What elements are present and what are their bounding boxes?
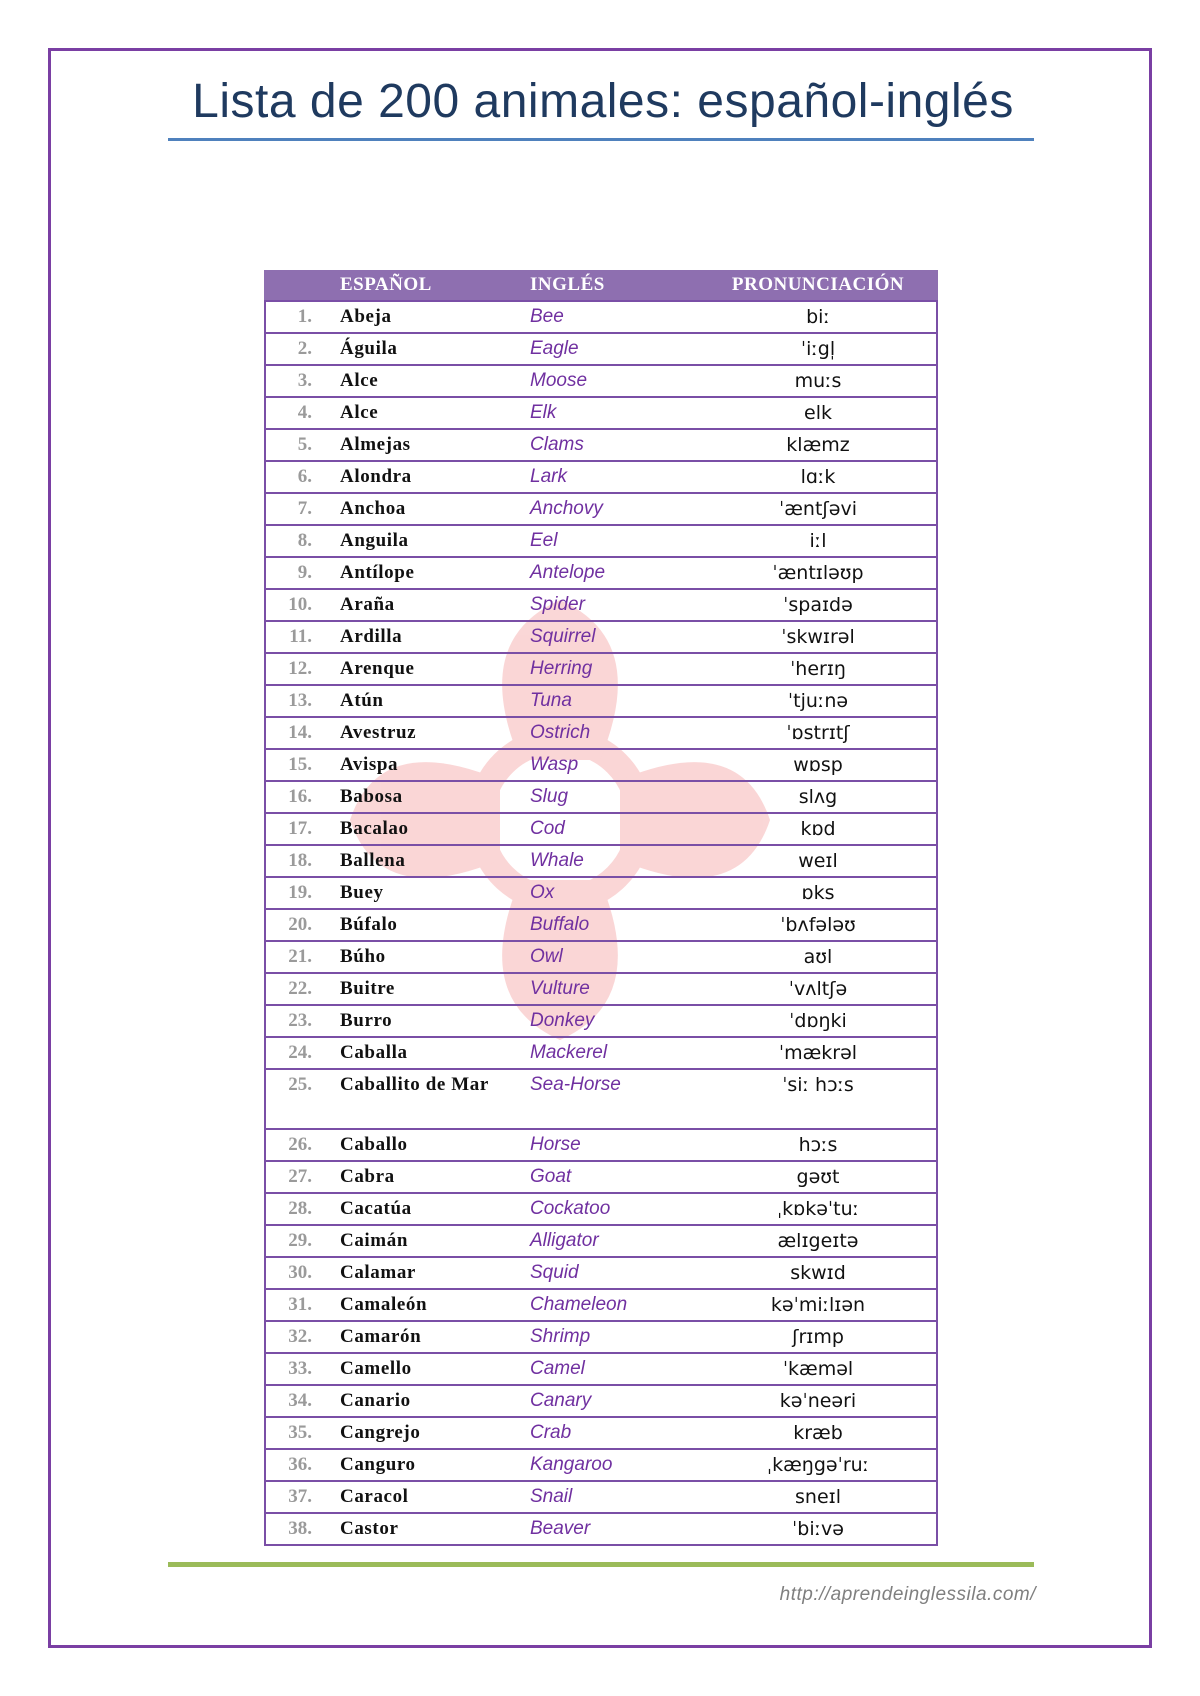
table-row	[264, 1069, 938, 1129]
header-spanish: ESPAÑOL	[340, 270, 530, 301]
row-number: 21.	[264, 941, 340, 973]
row-number: 38.	[264, 1513, 340, 1545]
english-word: Moose	[530, 365, 698, 397]
row-number: 17.	[264, 813, 340, 845]
table-row	[264, 1513, 938, 1545]
english-word: Donkey	[530, 1005, 698, 1037]
table-row	[264, 1289, 938, 1321]
pronunciation: aʊl	[698, 941, 938, 973]
table-row	[264, 525, 938, 557]
table-row	[264, 1481, 938, 1513]
english-word: Squirrel	[530, 621, 698, 653]
english-word: Antelope	[530, 557, 698, 589]
spanish-word: Caballito de Mar	[340, 1069, 530, 1129]
spanish-word: Abeja	[340, 301, 530, 333]
spanish-word: Castor	[340, 1513, 530, 1545]
english-word: Ox	[530, 877, 698, 909]
table-row	[264, 1417, 938, 1449]
english-word: Sea-Horse	[530, 1069, 698, 1129]
english-word: Alligator	[530, 1225, 698, 1257]
pronunciation: ˈkæməl	[698, 1353, 938, 1385]
english-word: Snail	[530, 1481, 698, 1513]
spanish-word: Buey	[340, 877, 530, 909]
table-row	[264, 781, 938, 813]
pronunciation: ˈɒstrɪtʃ	[698, 717, 938, 749]
footer-url: http://aprendeinglessila.com/	[779, 1584, 1036, 1605]
table-row	[264, 429, 938, 461]
table-row	[264, 653, 938, 685]
header-number	[264, 270, 340, 301]
english-word: Vulture	[530, 973, 698, 1005]
spanish-word: Avestruz	[340, 717, 530, 749]
english-word: Beaver	[530, 1513, 698, 1545]
table-header-row	[264, 270, 938, 301]
row-number: 9.	[264, 557, 340, 589]
english-word: Goat	[530, 1161, 698, 1193]
english-word: Clams	[530, 429, 698, 461]
spanish-word: Cacatúa	[340, 1193, 530, 1225]
pronunciation: ˈdɒŋki	[698, 1005, 938, 1037]
english-word: Tuna	[530, 685, 698, 717]
pronunciation: slʌg	[698, 781, 938, 813]
table-row	[264, 1225, 938, 1257]
pronunciation: ˈiːgl̩	[698, 333, 938, 365]
page-title: Lista de 200 animales: español-inglés	[192, 75, 1014, 128]
table-row	[264, 973, 938, 1005]
pronunciation: ˈherɪŋ	[698, 653, 938, 685]
pronunciation: ʃrɪmp	[698, 1321, 938, 1353]
table-row	[264, 397, 938, 429]
spanish-word: Anguila	[340, 525, 530, 557]
spanish-word: Camaleón	[340, 1289, 530, 1321]
table-row	[264, 685, 938, 717]
row-number: 3.	[264, 365, 340, 397]
pronunciation: ˈæntɪləʊp	[698, 557, 938, 589]
spanish-word: Águila	[340, 333, 530, 365]
table-row	[264, 845, 938, 877]
table-row	[264, 589, 938, 621]
pronunciation: gəʊt	[698, 1161, 938, 1193]
row-number: 13.	[264, 685, 340, 717]
english-word: Horse	[530, 1129, 698, 1161]
pronunciation: ˈæntʃəvi	[698, 493, 938, 525]
pronunciation: ˈspaɪdə	[698, 589, 938, 621]
english-word: Camel	[530, 1353, 698, 1385]
pronunciation: kəˈmiːlɪən	[698, 1289, 938, 1321]
table-row	[264, 941, 938, 973]
row-number: 36.	[264, 1449, 340, 1481]
spanish-word: Búho	[340, 941, 530, 973]
english-word: Anchovy	[530, 493, 698, 525]
row-number: 34.	[264, 1385, 340, 1417]
english-word: Lark	[530, 461, 698, 493]
spanish-word: Caballa	[340, 1037, 530, 1069]
spanish-word: Camarón	[340, 1321, 530, 1353]
row-number: 20.	[264, 909, 340, 941]
spanish-word: Alce	[340, 365, 530, 397]
row-number: 26.	[264, 1129, 340, 1161]
table-row	[264, 365, 938, 397]
spanish-word: Calamar	[340, 1257, 530, 1289]
pronunciation: hɔːs	[698, 1129, 938, 1161]
pronunciation: klæmz	[698, 429, 938, 461]
table-row	[264, 1257, 938, 1289]
spanish-word: Ardilla	[340, 621, 530, 653]
spanish-word: Canguro	[340, 1449, 530, 1481]
english-word: Buffalo	[530, 909, 698, 941]
row-number: 1.	[264, 301, 340, 333]
row-number: 27.	[264, 1161, 340, 1193]
english-word: Mackerel	[530, 1037, 698, 1069]
row-number: 25.	[264, 1069, 340, 1129]
row-number: 33.	[264, 1353, 340, 1385]
spanish-word: Burro	[340, 1005, 530, 1037]
table-row	[264, 1353, 938, 1385]
english-word: Cod	[530, 813, 698, 845]
footer-rule	[168, 1562, 1034, 1567]
spanish-word: Ballena	[340, 845, 530, 877]
header-pronunciation: PRONUNCIACIÓN	[698, 270, 938, 301]
pronunciation: biː	[698, 301, 938, 333]
pronunciation: ˈvʌltʃə	[698, 973, 938, 1005]
english-word: Spider	[530, 589, 698, 621]
row-number: 31.	[264, 1289, 340, 1321]
english-word: Chameleon	[530, 1289, 698, 1321]
spanish-word: Caracol	[340, 1481, 530, 1513]
english-word: Ostrich	[530, 717, 698, 749]
pronunciation: ˌkɒkəˈtuː	[698, 1193, 938, 1225]
pronunciation: elk	[698, 397, 938, 429]
spanish-word: Arenque	[340, 653, 530, 685]
table-row	[264, 717, 938, 749]
spanish-word: Antílope	[340, 557, 530, 589]
table-row	[264, 557, 938, 589]
animals-table	[264, 270, 938, 1546]
table-row	[264, 493, 938, 525]
spanish-word: Anchoa	[340, 493, 530, 525]
table-row	[264, 1449, 938, 1481]
pronunciation: kræb	[698, 1417, 938, 1449]
pronunciation: wɒsp	[698, 749, 938, 781]
row-number: 32.	[264, 1321, 340, 1353]
english-word: Herring	[530, 653, 698, 685]
spanish-word: Camello	[340, 1353, 530, 1385]
row-number: 19.	[264, 877, 340, 909]
row-number: 6.	[264, 461, 340, 493]
english-word: Owl	[530, 941, 698, 973]
spanish-word: Bacalao	[340, 813, 530, 845]
spanish-word: Canario	[340, 1385, 530, 1417]
pronunciation: ˈsiː hɔːs	[698, 1069, 938, 1129]
row-number: 4.	[264, 397, 340, 429]
row-number: 10.	[264, 589, 340, 621]
spanish-word: Buitre	[340, 973, 530, 1005]
row-number: 37.	[264, 1481, 340, 1513]
spanish-word: Alondra	[340, 461, 530, 493]
spanish-word: Avispa	[340, 749, 530, 781]
english-word: Shrimp	[530, 1321, 698, 1353]
row-number: 28.	[264, 1193, 340, 1225]
row-number: 30.	[264, 1257, 340, 1289]
pronunciation: kɒd	[698, 813, 938, 845]
row-number: 29.	[264, 1225, 340, 1257]
pronunciation: ˈbʌfələʊ	[698, 909, 938, 941]
table-row	[264, 1193, 938, 1225]
table-row	[264, 621, 938, 653]
spanish-word: Caimán	[340, 1225, 530, 1257]
title-underline	[168, 138, 1034, 141]
table-row	[264, 1129, 938, 1161]
english-word: Slug	[530, 781, 698, 813]
row-number: 22.	[264, 973, 340, 1005]
spanish-word: Cangrejo	[340, 1417, 530, 1449]
pronunciation: skwɪd	[698, 1257, 938, 1289]
table-row	[264, 333, 938, 365]
spanish-word: Alce	[340, 397, 530, 429]
english-word: Canary	[530, 1385, 698, 1417]
row-number: 16.	[264, 781, 340, 813]
table-row	[264, 749, 938, 781]
spanish-word: Babosa	[340, 781, 530, 813]
pronunciation: weɪl	[698, 845, 938, 877]
english-word: Kangaroo	[530, 1449, 698, 1481]
spanish-word: Almejas	[340, 429, 530, 461]
table-row	[264, 909, 938, 941]
row-number: 24.	[264, 1037, 340, 1069]
table-row	[264, 1161, 938, 1193]
english-word: Crab	[530, 1417, 698, 1449]
pronunciation: ˌkæŋgəˈruː	[698, 1449, 938, 1481]
table-row	[264, 877, 938, 909]
pronunciation: ælɪgeɪtə	[698, 1225, 938, 1257]
row-number: 11.	[264, 621, 340, 653]
spanish-word: Caballo	[340, 1129, 530, 1161]
spanish-word: Atún	[340, 685, 530, 717]
english-word: Eagle	[530, 333, 698, 365]
english-word: Eel	[530, 525, 698, 557]
table-row	[264, 813, 938, 845]
english-word: Squid	[530, 1257, 698, 1289]
table-row	[264, 1005, 938, 1037]
pronunciation: kəˈneəri	[698, 1385, 938, 1417]
spanish-word: Cabra	[340, 1161, 530, 1193]
pronunciation: lɑːk	[698, 461, 938, 493]
pronunciation: ˈskwɪrəl	[698, 621, 938, 653]
pronunciation: ˈbiːvə	[698, 1513, 938, 1545]
row-number: 12.	[264, 653, 340, 685]
pronunciation: ɒks	[698, 877, 938, 909]
row-number: 8.	[264, 525, 340, 557]
pronunciation: ˈtjuːnə	[698, 685, 938, 717]
english-word: Cockatoo	[530, 1193, 698, 1225]
english-word: Elk	[530, 397, 698, 429]
spanish-word: Búfalo	[340, 909, 530, 941]
row-number: 5.	[264, 429, 340, 461]
table-row	[264, 301, 938, 333]
row-number: 23.	[264, 1005, 340, 1037]
header-english: INGLÉS	[530, 270, 698, 301]
row-number: 14.	[264, 717, 340, 749]
spanish-word: Araña	[340, 589, 530, 621]
pronunciation: muːs	[698, 365, 938, 397]
table-row	[264, 1385, 938, 1417]
table-row	[264, 461, 938, 493]
english-word: Bee	[530, 301, 698, 333]
row-number: 15.	[264, 749, 340, 781]
english-word: Whale	[530, 845, 698, 877]
english-word: Wasp	[530, 749, 698, 781]
pronunciation: sneɪl	[698, 1481, 938, 1513]
row-number: 7.	[264, 493, 340, 525]
table-row	[264, 1037, 938, 1069]
row-number: 35.	[264, 1417, 340, 1449]
pronunciation: iːl	[698, 525, 938, 557]
pronunciation: ˈmækrəl	[698, 1037, 938, 1069]
row-number: 18.	[264, 845, 340, 877]
table-row	[264, 1321, 938, 1353]
row-number: 2.	[264, 333, 340, 365]
